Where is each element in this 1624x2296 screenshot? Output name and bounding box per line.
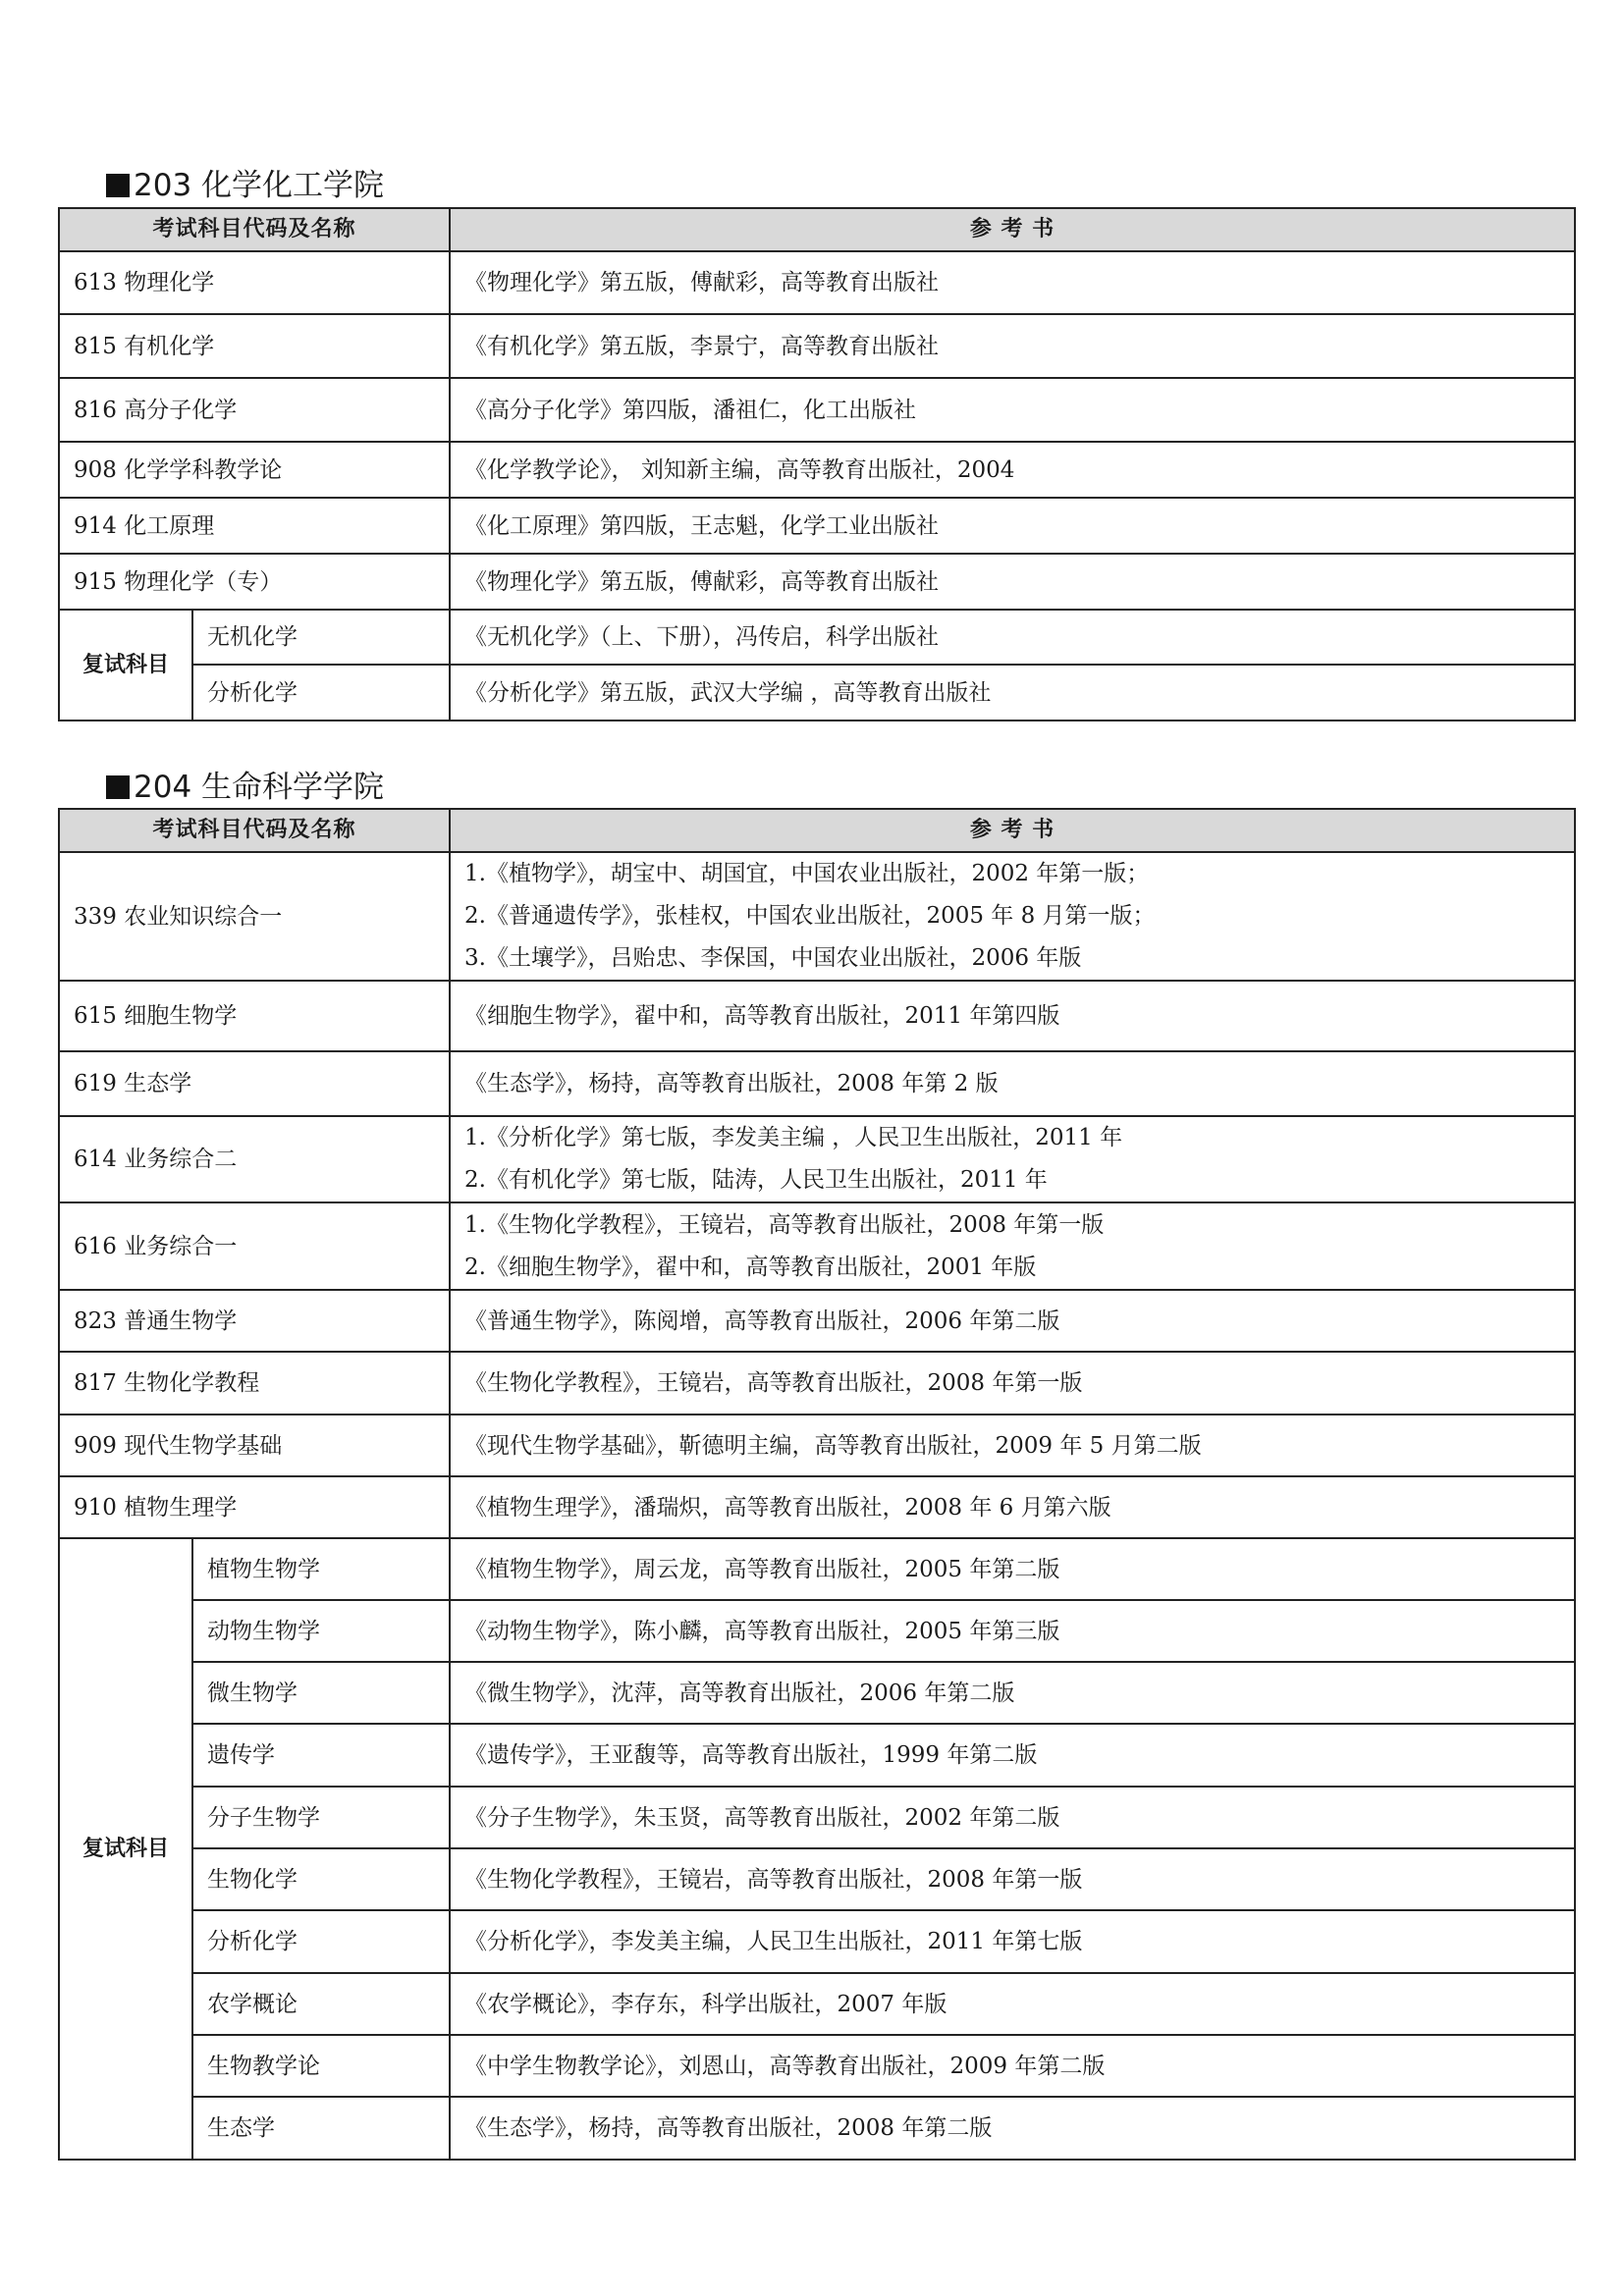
- book-cell: 《中学生物教学论》，刘恩山，高等教育出版社，2009 年第二版: [450, 2035, 1575, 2097]
- book-line: 1.《生物化学教程》，王镜岩，高等教育出版社，2008 年第一版: [464, 1211, 1105, 1238]
- book-cell: 《有机化学》第五版，李景宁，高等教育出版社: [450, 314, 1575, 378]
- table-row: [59, 1538, 1575, 1600]
- book-cell: 《物理化学》第五版，傅献彩，高等教育出版社: [450, 554, 1575, 610]
- book-cell: 《细胞生物学》，翟中和，高等教育出版社，2011 年第四版: [450, 981, 1575, 1051]
- subject-cell: 908 化学学科教学论: [59, 442, 450, 498]
- book-cell: 《生态学》，杨持，高等教育出版社，2008 年第二版: [450, 2097, 1575, 2160]
- retest-subject-cell: 分子生物学: [192, 1787, 450, 1848]
- section-title-text: 203 化学化工学院: [134, 168, 385, 203]
- table-row: [59, 1476, 1575, 1538]
- table-row: [59, 1352, 1575, 1415]
- subject-cell: 910 植物生理学: [59, 1476, 450, 1538]
- retest-subject-cell: 微生物学: [192, 1662, 450, 1724]
- book-cell: 《微生物学》，沈萍，高等教育出版社，2006 年第二版: [450, 1662, 1575, 1724]
- table-row: [59, 1662, 1575, 1724]
- square-bullet-icon: [106, 775, 130, 799]
- section-title-204: [106, 770, 384, 805]
- retest-subject-cell: 生态学: [192, 2097, 450, 2160]
- book-line: 2.《有机化学》第七版，陆涛，人民卫生出版社，2011 年: [464, 1167, 1048, 1193]
- book-cell: 《化学教学论》， 刘知新主编，高等教育出版社，2004: [450, 442, 1575, 498]
- square-bullet-icon: [106, 174, 130, 197]
- retest-subject-cell: 动物生物学: [192, 1600, 450, 1662]
- header-book: 参 考 书: [450, 208, 1575, 251]
- book-cell: 《分析化学》，李发美主编，人民卫生出版社，2011 年第七版: [450, 1910, 1575, 1973]
- book-cell: 《现代生物学基础》，靳德明主编，高等教育出版社，2009 年 5 月第二版: [450, 1415, 1575, 1476]
- table-row: [59, 981, 1575, 1051]
- table-row: [59, 251, 1575, 314]
- subject-cell: 815 有机化学: [59, 314, 450, 378]
- book-cell: 《分析化学》第五版，武汉大学编 ，高等教育出版社: [450, 665, 1575, 721]
- table-row: [59, 554, 1575, 610]
- table-row: [59, 1848, 1575, 1910]
- subject-cell: 614 业务综合二: [59, 1116, 450, 1202]
- subject-cell: 615 细胞生物学: [59, 981, 450, 1051]
- header-book: 参 考 书: [450, 809, 1575, 852]
- table-row: [59, 498, 1575, 554]
- header-subject: 考试科目代码及名称: [59, 208, 450, 251]
- subject-cell: 915 物理化学（专）: [59, 554, 450, 610]
- book-cell: [450, 1202, 1575, 1290]
- subject-cell: 914 化工原理: [59, 498, 450, 554]
- book-cell: 《植物生理学》，潘瑞炽，高等教育出版社，2008 年 6 月第六版: [450, 1476, 1575, 1538]
- table-row: [59, 1724, 1575, 1787]
- table-row: [59, 852, 1575, 981]
- book-line: 1.《植物学》，胡宝中、胡国宜，中国农业出版社，2002 年第一版；: [464, 861, 1150, 886]
- book-cell: 《分子生物学》，朱玉贤，高等教育出版社，2002 年第二版: [450, 1787, 1575, 1848]
- table-row: [59, 1973, 1575, 2035]
- retest-subject-cell: 农学概论: [192, 1973, 450, 2035]
- table-row: [59, 1415, 1575, 1476]
- reference-table-204: [58, 808, 1576, 2161]
- book-cell: 《物理化学》第五版，傅献彩，高等教育出版社: [450, 251, 1575, 314]
- table-row: [59, 2097, 1575, 2160]
- table-row: [59, 1600, 1575, 1662]
- book-line: 1.《分析化学》第七版，李发美主编 ，人民卫生出版社，2011 年: [464, 1125, 1123, 1150]
- book-cell: 《高分子化学》第四版，潘祖仁，化工出版社: [450, 378, 1575, 442]
- section-title-203: [106, 168, 384, 203]
- book-cell: 《生物化学教程》，王镜岩，高等教育出版社，2008 年第一版: [450, 1352, 1575, 1415]
- retest-subject-cell: 无机化学: [192, 610, 450, 665]
- retest-label: 复试科目: [59, 610, 192, 721]
- table-row: [59, 378, 1575, 442]
- table-row: [59, 1202, 1575, 1290]
- book-cell: 《化工原理》第四版，王志魁，化学工业出版社: [450, 498, 1575, 554]
- book-cell: 《无机化学》（上、下册），冯传启，科学出版社: [450, 610, 1575, 665]
- table-row: [59, 1290, 1575, 1352]
- table-row: [59, 2035, 1575, 2097]
- table-row: [59, 665, 1575, 721]
- book-cell: 《遗传学》，王亚馥等，高等教育出版社，1999 年第二版: [450, 1724, 1575, 1787]
- table-row: [59, 1051, 1575, 1116]
- section-title-text: 204 生命科学学院: [134, 770, 385, 805]
- header-subject: 考试科目代码及名称: [59, 809, 450, 852]
- retest-subject-cell: 生物化学: [192, 1848, 450, 1910]
- table-row: [59, 442, 1575, 498]
- book-line: 2.《细胞生物学》，翟中和，高等教育出版社，2001 年版: [464, 1254, 1037, 1280]
- subject-cell: 616 业务综合一: [59, 1202, 450, 1290]
- retest-subject-cell: 生物教学论: [192, 2035, 450, 2097]
- reference-table-203: [58, 207, 1576, 721]
- table-row: [59, 1116, 1575, 1202]
- book-cell: 《生物化学教程》，王镜岩，高等教育出版社，2008 年第一版: [450, 1848, 1575, 1910]
- book-line: 3.《土壤学》，吕贻忠、李保国，中国农业出版社，2006 年版: [464, 945, 1082, 971]
- subject-cell: 909 现代生物学基础: [59, 1415, 450, 1476]
- book-cell: 《生态学》，杨持，高等教育出版社，2008 年第 2 版: [450, 1051, 1575, 1116]
- table-row: [59, 610, 1575, 665]
- book-cell: 《普通生物学》，陈阅增，高等教育出版社，2006 年第二版: [450, 1290, 1575, 1352]
- book-cell: 《动物生物学》，陈小麟，高等教育出版社，2005 年第三版: [450, 1600, 1575, 1662]
- subject-cell: 816 高分子化学: [59, 378, 450, 442]
- retest-subject-cell: 分析化学: [192, 1910, 450, 1973]
- retest-subject-cell: 分析化学: [192, 665, 450, 721]
- subject-cell: 613 物理化学: [59, 251, 450, 314]
- book-line: 2.《普通遗传学》，张桂权，中国农业出版社，2005 年 8 月第一版；: [464, 903, 1156, 929]
- table-row: [59, 314, 1575, 378]
- retest-label: 复试科目: [59, 1538, 192, 2160]
- book-cell: [450, 1116, 1575, 1202]
- subject-cell: 823 普通生物学: [59, 1290, 450, 1352]
- subject-cell: 339 农业知识综合一: [59, 852, 450, 981]
- table-row: [59, 1910, 1575, 1973]
- book-cell: 《农学概论》，李存东，科学出版社，2007 年版: [450, 1973, 1575, 2035]
- table-row: [59, 1787, 1575, 1848]
- retest-subject-cell: 遗传学: [192, 1724, 450, 1787]
- subject-cell: 619 生态学: [59, 1051, 450, 1116]
- subject-cell: 817 生物化学教程: [59, 1352, 450, 1415]
- retest-subject-cell: 植物生物学: [192, 1538, 450, 1600]
- book-cell: [450, 852, 1575, 981]
- book-cell: 《植物生物学》，周云龙，高等教育出版社，2005 年第二版: [450, 1538, 1575, 1600]
